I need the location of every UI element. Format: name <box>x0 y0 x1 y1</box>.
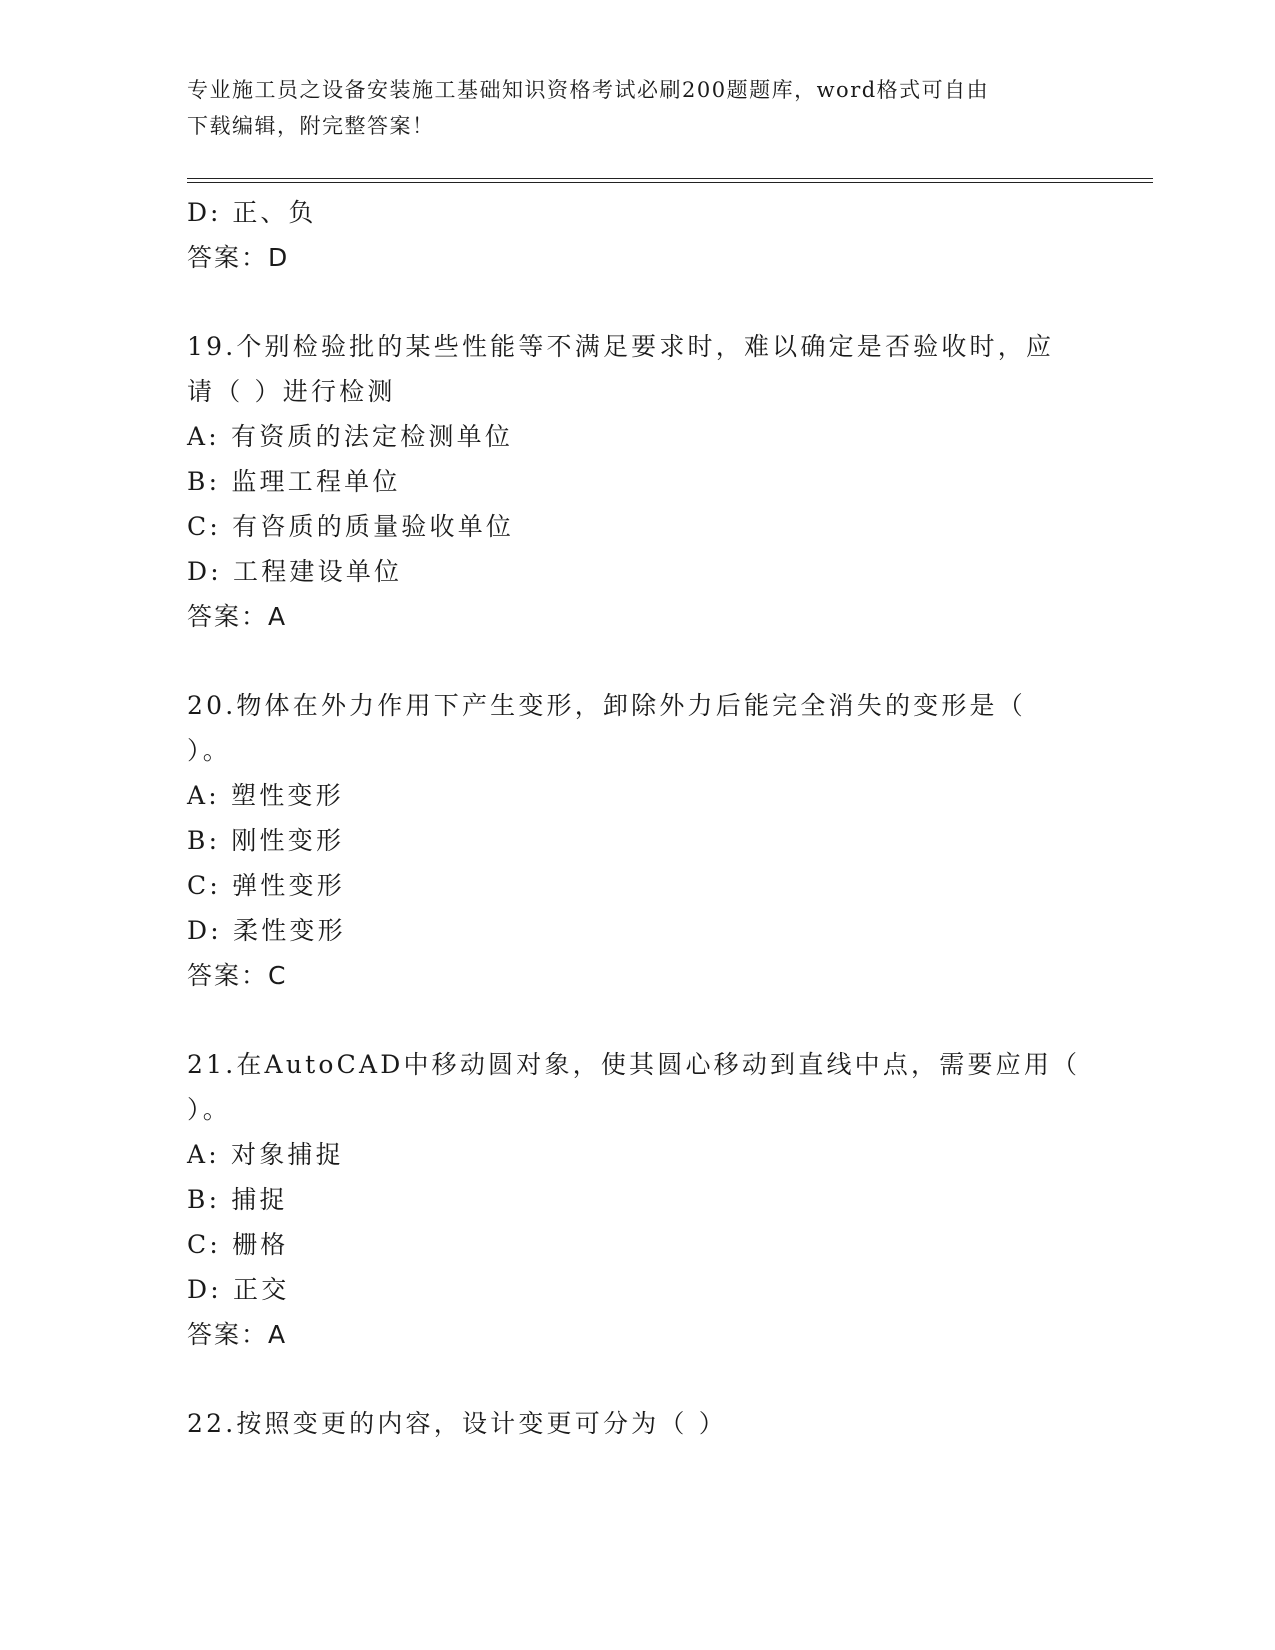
option-c: C: 弹性变形 <box>187 871 345 900</box>
question-20 <box>187 683 1087 998</box>
option-a: A: 有资质的法定检测单位 <box>187 422 514 451</box>
question-22 <box>187 1401 1087 1446</box>
answer-label: 答案：A <box>187 1320 288 1349</box>
question-stem-line-1: 19.个别检验批的某些性能等不满足要求时，难以确定是否验收时，应 <box>187 332 1055 361</box>
answer-label: 答案：D <box>187 243 290 272</box>
question-19 <box>187 324 1087 639</box>
question-stem-line-2: 请（ ）进行检测 <box>187 377 396 406</box>
question-list <box>187 190 1087 1446</box>
header-title-line-1: 专业施工员之设备安装施工基础知识资格考试必刷200题题库，word格式可自由 <box>187 78 990 102</box>
question-21 <box>187 1042 1087 1357</box>
header-divider-bottom <box>187 182 1153 183</box>
option-b: B: 刚性变形 <box>187 826 345 855</box>
option-b: B: 捕捉 <box>187 1185 288 1214</box>
previous-question-tail <box>187 190 1087 280</box>
document-header <box>187 72 1067 144</box>
option-b: B: 监理工程单位 <box>187 467 401 496</box>
question-stem-line-1: 20.物体在外力作用下产生变形，卸除外力后能完全消失的变形是（ <box>187 691 1026 720</box>
option-c: C: 有咨质的质量验收单位 <box>187 512 515 541</box>
question-stem-line-2: ）。 <box>187 736 231 765</box>
question-stem-line-2: ）。 <box>187 1095 231 1124</box>
option-c: C: 栅格 <box>187 1230 289 1259</box>
answer-label: 答案：C <box>187 961 288 990</box>
header-title-line-2: 下载编辑，附完整答案！ <box>187 114 435 138</box>
question-stem-line-1: 22.按照变更的内容，设计变更可分为（ ） <box>187 1409 727 1438</box>
answer-label: 答案：A <box>187 602 288 631</box>
option-a: A: 对象捕捉 <box>187 1140 344 1169</box>
option-d: D: 工程建设单位 <box>187 557 403 586</box>
option-a: A: 塑性变形 <box>187 781 344 810</box>
option-d: D: 正交 <box>187 1275 290 1304</box>
option-d: D: 正、负 <box>187 198 317 227</box>
question-stem-line-1: 21.在AutoCAD中移动圆对象，使其圆心移动到直线中点，需要应用（ <box>187 1050 1081 1079</box>
option-d: D: 柔性变形 <box>187 916 346 945</box>
header-divider-top <box>187 178 1153 179</box>
